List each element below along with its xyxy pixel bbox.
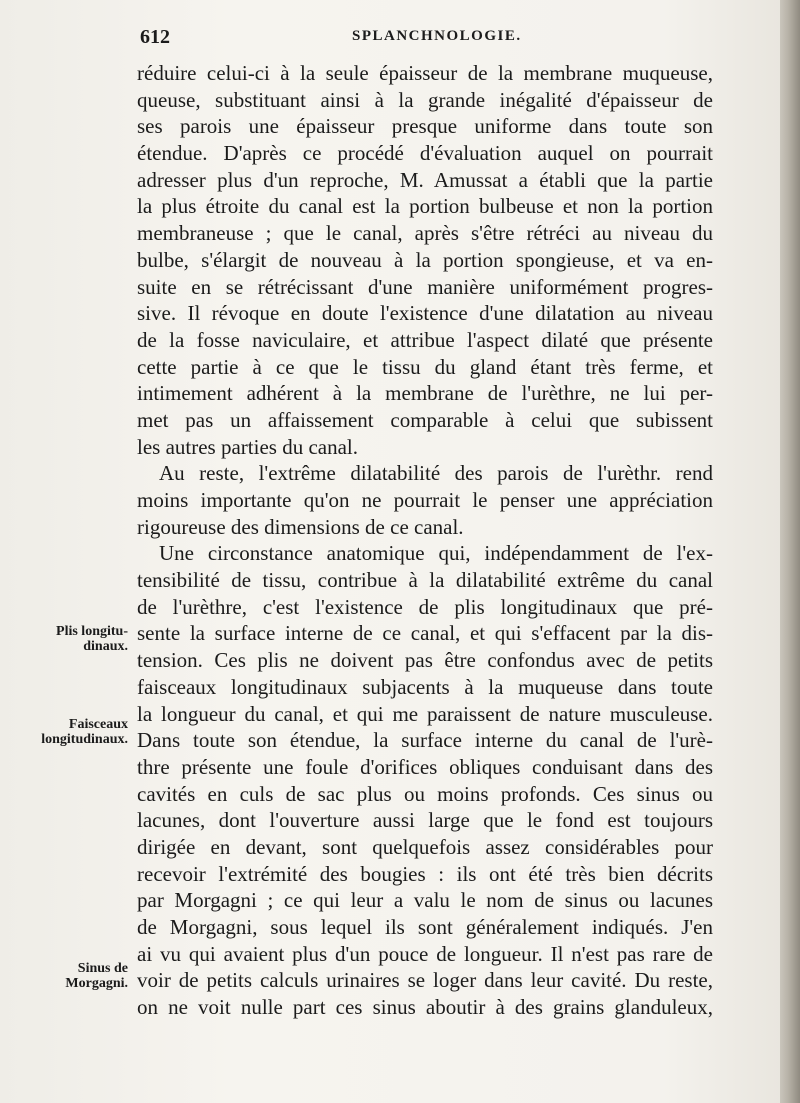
text-line: la plus étroite du canal est la portion bulbeuse et non la portion — [137, 194, 713, 219]
text-line: rigoureuse des dimensions de ce canal. — [137, 514, 464, 539]
text-line: membraneuse ; que le canal, après s'être rétréci au niveau du — [137, 221, 713, 246]
text-line: bulbe, s'élargit de nouveau à la portion spongieuse, et va en- — [137, 247, 713, 272]
text-line: met pas un affaissement comparable à celui que subissent — [137, 407, 713, 432]
text-line: la longueur du canal, et qui me paraissent de nature musculeuse. — [137, 701, 713, 726]
text-line: on ne voit nulle part ces sinus aboutir à des grains glanduleux, — [137, 995, 713, 1020]
text-line: intimement adhérent à la membrane de l'urèthre, ne lui per- — [137, 381, 713, 406]
text-line: voir de petits calculs urinaires se loger dans leur cavité. Du reste, — [137, 968, 713, 993]
text-line: de l'urèthre, c'est l'existence de plis longitudinaux que pré- — [137, 594, 713, 619]
text-line: ses parois une épaisseur presque uniforme dans toute son — [137, 114, 713, 139]
text-line: de la fosse naviculaire, et attribue l'aspect dilaté que présente — [137, 327, 713, 352]
text-line: dirigée en devant, sont quelquefois assez considérables pour — [137, 834, 713, 859]
running-head: SPLANCHNOLOGIE. — [352, 28, 522, 44]
text-line: cavités en culs de sac plus ou moins profonds. Ces sinus ou — [137, 781, 713, 806]
text-line: Dans toute son étendue, la surface interne du canal de l'urè- — [137, 728, 713, 753]
text-line: recevoir l'extrémité des bougies : ils ont été très bien décrits — [137, 861, 713, 886]
text-line: adresser plus d'un reproche, M. Amussat a établi que la partie — [137, 167, 713, 192]
margin-note-plis-longitudinaux: Plis longitu- dinaux. — [56, 624, 128, 654]
text-line: moins importante qu'on ne pourrait le penser une appréciation — [137, 488, 713, 512]
text-line: suite en se rétrécissant d'une manière uniformément progres- — [137, 274, 713, 299]
text-line: tension. Ces plis ne doivent pas être confondus avec de petits — [137, 648, 713, 673]
page-gutter-shadow — [780, 0, 800, 1103]
text-line: faisceaux longitudinaux subjacents à la muqueuse dans toute — [137, 674, 713, 699]
body-text — [137, 60, 713, 1021]
page-number: 612 — [140, 26, 170, 48]
text-line: cette partie à ce que le tissu du gland étant très ferme, et — [137, 354, 713, 379]
text-line: ai vu qui avaient plus d'un pouce de longueur. Il n'est pas rare de — [137, 941, 713, 966]
text-line: de Morgagni, sous lequel ils sont généralement indiqués. J'en — [137, 915, 713, 939]
text-line: Une circonstance anatomique qui, indépendamment de l'ex- — [159, 541, 713, 566]
text-line: sive. Il révoque en doute l'existence d'une dilatation au niveau — [137, 301, 713, 326]
text-line: sente la surface interne de ce canal, et qui s'effacent par la dis- — [137, 621, 713, 646]
text-line: Au reste, l'extrême dilatabilité des parois de l'urèthr. rend — [159, 461, 713, 486]
text-line: thre présente une foule d'orifices obliques conduisant dans des — [137, 754, 713, 779]
text-line: étendue. D'après ce procédé d'évaluation auquel on pourrait — [137, 141, 713, 166]
text-line: les autres parties du canal. — [137, 434, 358, 459]
text-line: lacunes, dont l'ouverture aussi large que le fond est toujours — [137, 808, 713, 833]
text-line: réduire celui-ci à la seule épaisseur de la membrane muqueuse, — [137, 61, 713, 85]
text-line: queuse, substituant ainsi à la grande inégalité d'épaisseur de — [137, 87, 713, 112]
text-line: tensibilité de tissu, contribue à la dilatabilité extrême du canal — [137, 568, 713, 593]
page-header — [140, 26, 720, 52]
text-line: par Morgagni ; ce qui leur a valu le nom de sinus ou lacunes — [137, 888, 713, 913]
margin-note-faisceaux-longitudinaux: Faisceaux longitudinaux. — [41, 717, 128, 747]
margin-note-sinus-de-morgagni: Sinus de Morgagni. — [65, 961, 128, 991]
